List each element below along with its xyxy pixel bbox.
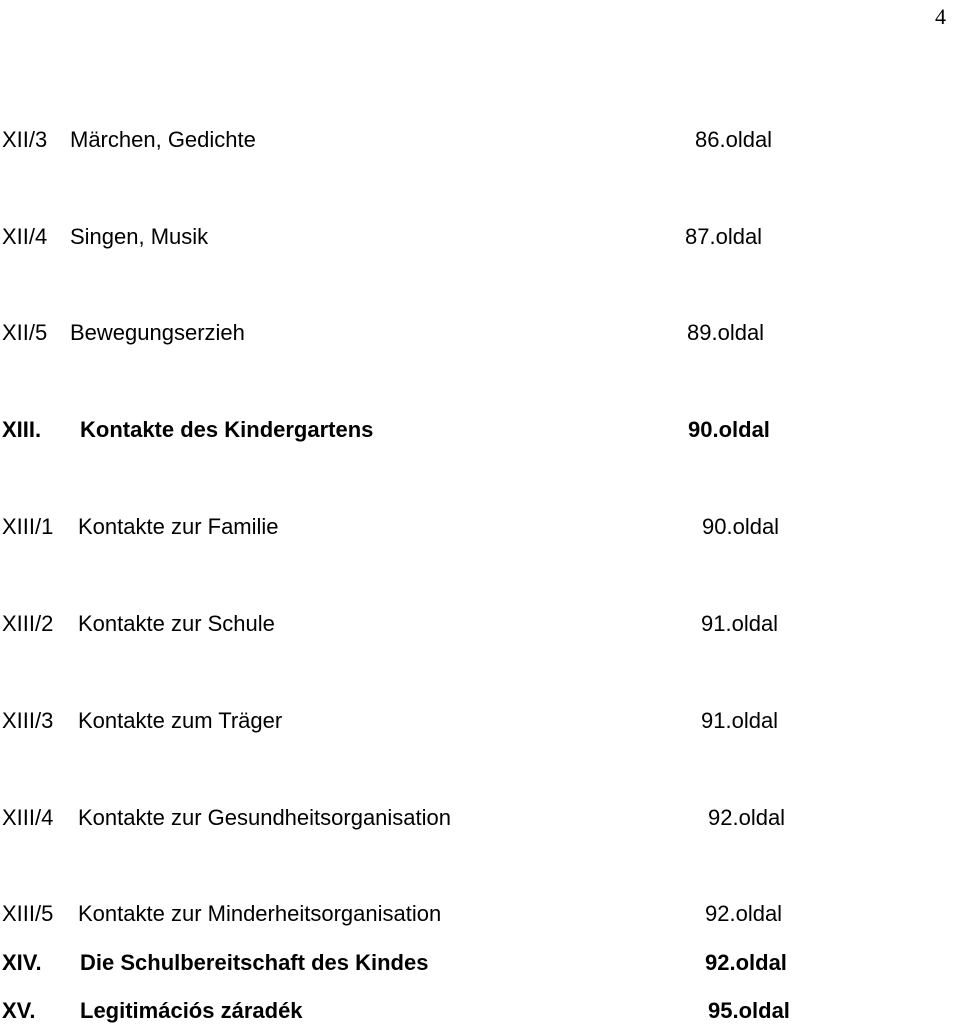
toc-entry-title: Kontakte des Kindergartens: [80, 417, 374, 442]
toc-entry-number: XII/3: [2, 127, 48, 152]
toc-entry-page: 92.oldal: [705, 950, 787, 975]
toc-entry-number: XIII/1: [2, 514, 54, 539]
toc-entry-page: 89.oldal: [687, 320, 765, 345]
toc-entry: [0, 511, 960, 543]
toc-entry-page: 91.oldal: [701, 611, 779, 636]
page-number: 4: [935, 4, 946, 29]
toc-entry-number: XV.: [2, 998, 36, 1023]
toc-entry: [0, 995, 960, 1027]
toc-entry-page: 90.oldal: [688, 417, 770, 442]
toc-entry-title: Singen, Musik: [70, 224, 209, 249]
toc-entry-number: XIII.: [2, 417, 42, 442]
toc-entry: [0, 414, 960, 446]
toc-entry-title: Legitimációs záradék: [80, 998, 303, 1023]
toc-entry: [0, 705, 960, 737]
toc-entry: [0, 802, 960, 834]
toc-entry-title: Kontakte zum Träger: [78, 708, 283, 733]
toc-entry-number: XII/5: [2, 320, 48, 345]
toc-entry-number: XIII/3: [2, 708, 54, 733]
toc-entry-number: XIV.: [2, 950, 42, 975]
toc-entry-number: XIII/5: [2, 901, 54, 926]
toc-entry-page: 91.oldal: [701, 708, 779, 733]
toc-entry-title: Kontakte zur Schule: [78, 611, 275, 636]
toc-entry-number: XIII/4: [2, 805, 54, 830]
toc-entry: [0, 947, 960, 979]
toc-entry: [0, 124, 960, 156]
toc-entry-page: 92.oldal: [705, 901, 783, 926]
toc-entry-page: 86.oldal: [695, 127, 773, 152]
toc-entry-title: Kontakte zur Gesundheitsorganisation: [78, 805, 452, 830]
toc-entry: [0, 317, 960, 349]
toc-entry-title: Kontakte zur Minderheitsorganisation: [78, 901, 442, 926]
toc-entry: [0, 898, 960, 930]
toc-entry-page: 87.oldal: [685, 224, 763, 249]
toc-entry-number: XIII/2: [2, 611, 54, 636]
toc-entry-page: 90.oldal: [702, 514, 780, 539]
toc-entry-title: Die Schulbereitschaft des Kindes: [80, 950, 429, 975]
toc-entry-page: 95.oldal: [708, 998, 790, 1023]
toc-entry-number: XII/4: [2, 224, 48, 249]
toc-entry: [0, 221, 960, 253]
toc-entry-title: Kontakte zur Familie: [78, 514, 279, 539]
toc-entry-title: Märchen, Gedichte: [70, 127, 256, 152]
toc-entry-page: 92.oldal: [708, 805, 786, 830]
toc-entry: [0, 608, 960, 640]
toc-entry-title: Bewegungserzieh: [70, 320, 245, 345]
